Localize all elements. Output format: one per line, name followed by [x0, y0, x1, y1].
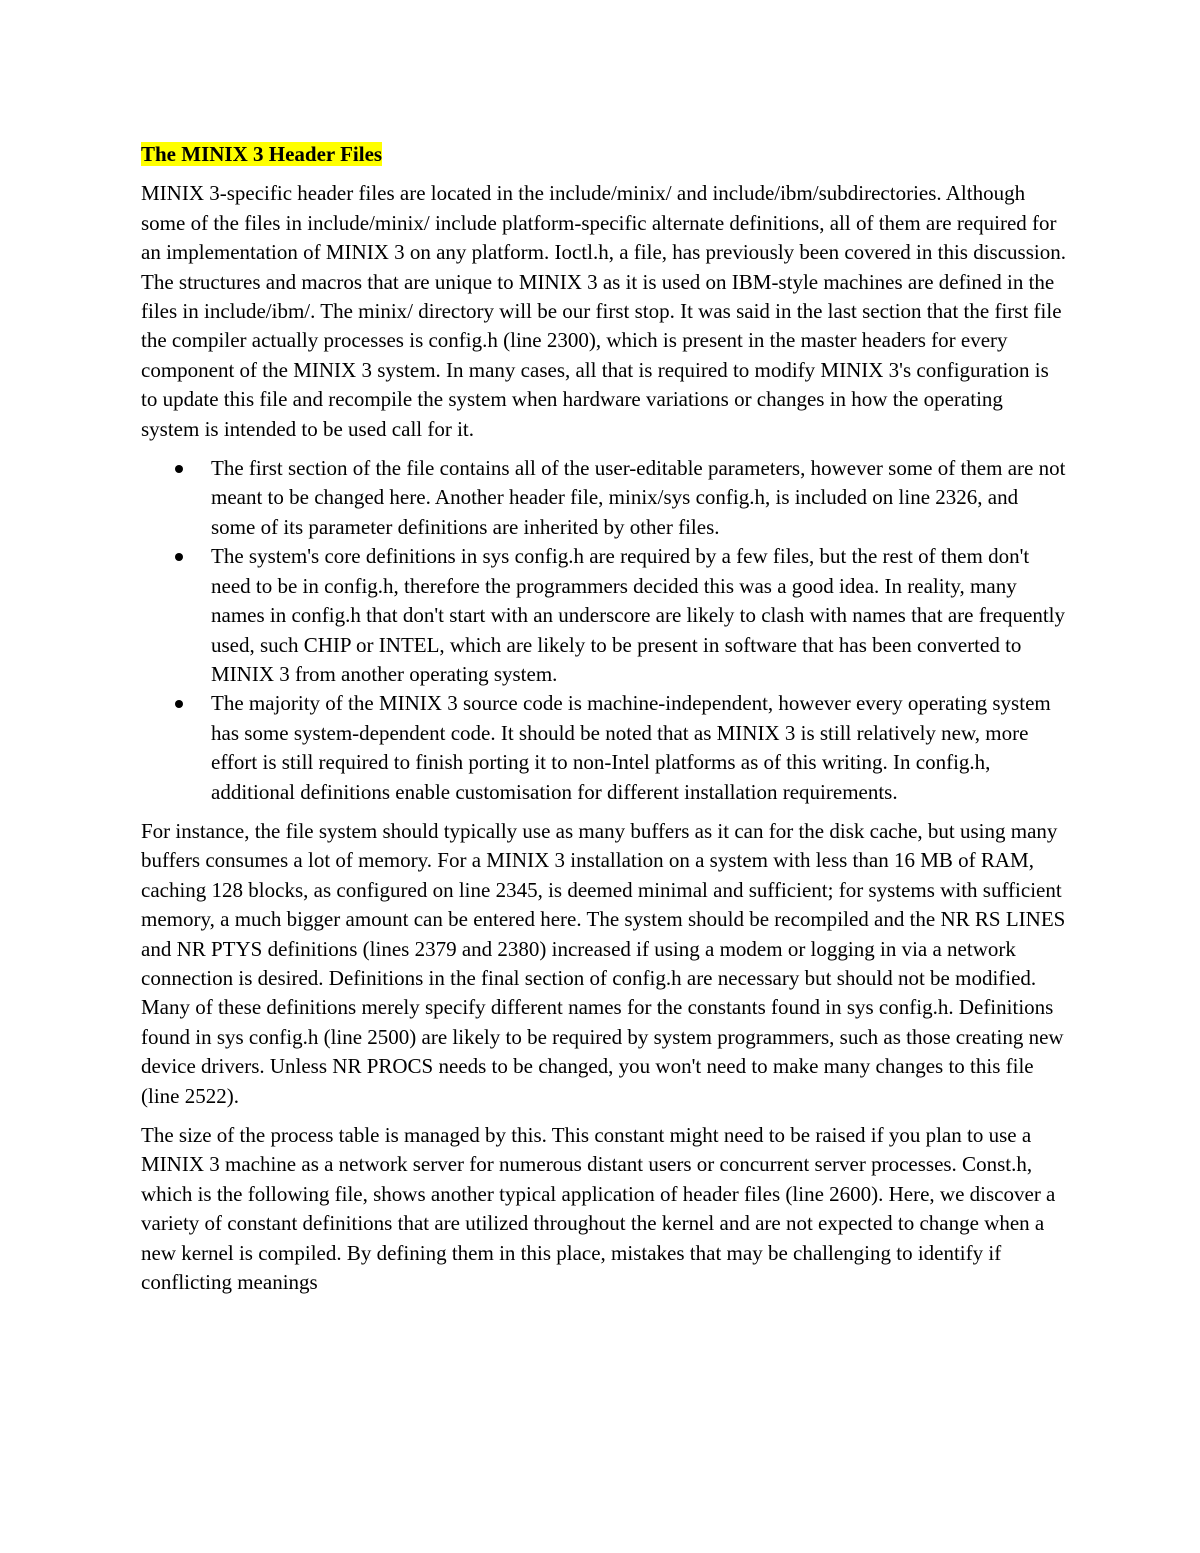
body-paragraph: The size of the process table is managed by this. This constant might need to be raised if you plan to use a MINIX 3 machine as a network server for numerous distant users or concurrent server processes. Const.h, which is the following file, shows another typical application of header files (line 2600). Here, we discover a variety of constant definitions that are utilized throughout the kernel and are not expected to change when a new kernel is compiled. By defining them in this place, mistakes that may be challenging to identify if conflicting meanings: [141, 1123, 1056, 1295]
list-item: [141, 542, 1066, 689]
document-title: The MINIX 3 Header Files: [141, 142, 383, 166]
list-item-text: The first section of the file contains all of the user-editable parameters, however some of them are not meant to be changed here. Another header file, minix/sys config.h, is included on line 2326, and some of its parameter definitions are inherited by other files.: [211, 456, 1066, 539]
list-item-text: The system's core definitions in sys config.h are required by a few files, but the rest of them don't need to be in config.h, therefore the programmers decided this was a good idea. In reality, many names in config.h that don't start with an underscore are likely to clash with names that are frequently used, such CHIP or INTEL, which are likely to be present in software that has been converted to MINIX 3 from another operating system.: [211, 544, 1066, 686]
bullet-list: [141, 454, 1066, 807]
list-item-text: The majority of the MINIX 3 source code is machine-independent, however every operating system has some system-dependent code. It should be noted that as MINIX 3 is still relatively new, more effort is still required to finish porting it to non-Intel platforms as of this writing. In config.h, additional definitions enable customisation for different installation requirements.: [211, 691, 1051, 804]
document-page: [141, 140, 1066, 1307]
list-item: [141, 454, 1066, 542]
bullet-dot-icon: [175, 553, 183, 561]
body-paragraph: MINIX 3-specific header files are located in the include/minix/ and include/ibm/subdirectories. Although some of the files in include/minix/ include platform-specific alternate definitions, all of them are required for an implementation of MINIX 3 on any platform. Ioctl.h, a file, has previously been covered in this discussion. The structures and macros that are unique to MINIX 3 as it is used on IBM-style machines are defined in the files in include/ibm/. The minix/ directory will be our first stop. It was said in the last section that the first file the compiler actually processes is config.h (line 2300), which is present in the master headers for every component of the MINIX 3 system. In many cases, all that is required to modify MINIX 3's configuration is to update this file and recompile the system when hardware variations or changes in how the operating system is intended to be used call for it.: [141, 181, 1066, 441]
list-item: [141, 689, 1066, 807]
heading-block: [141, 140, 1066, 169]
bullet-dot-icon: [175, 700, 183, 708]
body-paragraph: For instance, the file system should typically use as many buffers as it can for the disk cache, but using many buffers consumes a lot of memory. For a MINIX 3 installation on a system with less than 16 MB of RAM, caching 128 blocks, as configured on line 2345, is deemed minimal and sufficient; for systems with sufficient memory, a much bigger amount can be entered here. The system should be recompiled and the NR RS LINES and NR PTYS definitions (lines 2379 and 2380) increased if using a modem or logging in via a network connection is desired. Definitions in the final section of config.h are necessary but should not be modified. Many of these definitions merely specify different names for the constants found in sys config.h. Definitions found in sys config.h (line 2500) are likely to be required by system programmers, such as those creating new device drivers. Unless NR PROCS needs to be changed, you won't need to make many changes to this file (line 2522).: [141, 818, 1066, 1108]
bullet-dot-icon: [175, 465, 183, 473]
